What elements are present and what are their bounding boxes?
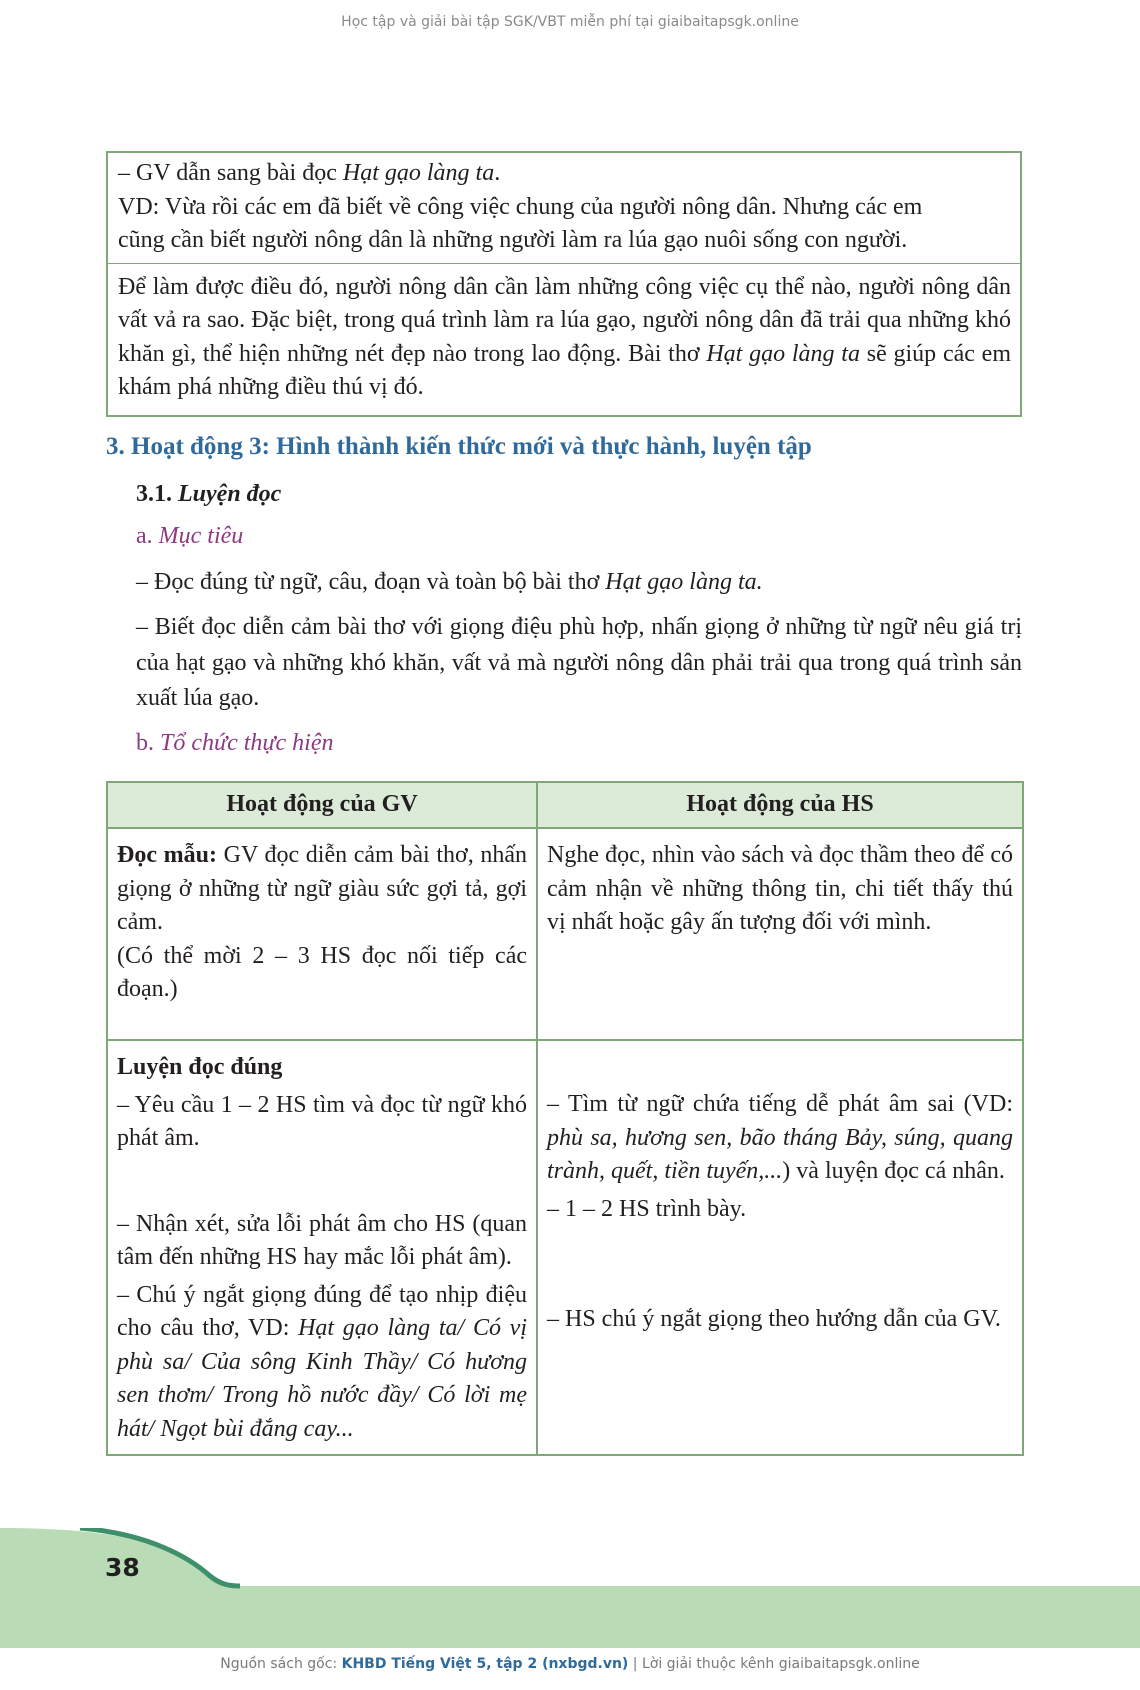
row-2-hs-item-1-words: phù sa, hương sen, bão tháng Bảy, súng, quang trành, quết, tiền tuyến,... xyxy=(547,1124,1013,1184)
subsection-title: Luyện đọc xyxy=(178,481,282,507)
intro-line-1-suffix: . xyxy=(494,160,501,186)
row-2-hs-item-2: – 1 – 2 HS trình bày. xyxy=(547,1195,747,1222)
footer-credit xyxy=(0,1656,1140,1672)
row-2-gv-item-1: – Yêu cầu 1 – 2 HS tìm và đọc từ ngữ khó phát âm. xyxy=(117,1091,527,1151)
page-number: 38 xyxy=(105,1553,140,1582)
intro-line-1-title: Hạt gạo làng ta xyxy=(342,160,495,186)
footer-source: KHBD Tiếng Việt 5, tập 2 (nxbgd.vn) xyxy=(341,1656,629,1672)
row-2-hs-item-1-prefix: – Tìm từ ngữ chứa tiếng dễ phát âm sai (VD: xyxy=(547,1091,1013,1117)
intro-part-2-suffix: sẽ giúp các em khám phá những điều thú vị đó. xyxy=(118,340,1011,400)
footer-suffix: | Lời giải thuộc kênh giaibaitapsgk.online xyxy=(628,1656,920,1672)
footer-band-shape xyxy=(0,1528,1140,1648)
row-2-gv-title: Luyện đọc đúng xyxy=(117,1054,283,1080)
column-header-gv: Hoạt động của GV xyxy=(107,782,537,828)
row-2-hs-cell xyxy=(537,1040,1023,1455)
column-header-hs: Hoạt động của HS xyxy=(537,782,1023,828)
row-2-hs-item-1 xyxy=(547,1088,1013,1189)
goal-item-1-prefix: – Đọc đúng từ ngữ, câu, đoạn và toàn bộ bài thơ xyxy=(136,569,606,595)
subsection-3-1-heading xyxy=(136,481,281,508)
intro-box-part-1 xyxy=(108,153,1020,263)
row-2-gv-cell xyxy=(107,1040,537,1455)
intro-part-2-title: Hạt gạo làng ta xyxy=(706,340,860,367)
row-1-gv-cell xyxy=(107,828,537,1040)
intro-box-part-2 xyxy=(108,263,1020,415)
goal-label xyxy=(136,523,243,550)
intro-line-3: cũng cần biết người nông dân là những người làm ra lúa gạo nuôi sống con người. xyxy=(118,227,908,253)
organization-label-text: Tổ chức thực hiện xyxy=(160,730,334,756)
row-2-gv-item-3-example: Hạt gạo làng ta/ Có vị phù sa/ Của sông Kinh Thầy/ Có hương sen thơm/ Trong hồ nước đầy/ Có lời mẹ hát/ Ngọt bùi đắng cay... xyxy=(117,1315,527,1442)
goal-label-text: Mục tiêu xyxy=(158,523,244,549)
goal-item-2: – Biết đọc diễn cảm bài thơ với giọng điệu phù hợp, nhấn giọng ở những từ ngữ nêu giá trị của hạt gạo và những khó khăn, vất vả mà người nông dân phải trải qua trong quá trình sản xuất lúa gạo. xyxy=(136,614,1022,711)
intro-line-2: VD: Vừa rồi các em đã biết về công việc chung của người nông dân. Nhưng các em xyxy=(118,193,923,220)
intro-box xyxy=(106,151,1022,417)
row-1-gv-text: GV đọc diễn cảm bài thơ, nhấn giọng ở những từ ngữ giàu sức gợi tả, gợi cảm. xyxy=(117,842,527,935)
subsection-number: 3.1. xyxy=(136,481,178,507)
row-1-hs-cell: Nghe đọc, nhìn vào sách và đọc thầm theo để có cảm nhận về những thông tin, chi tiết thấy thú vị nhất hoặc gây ấn tượng đối với mình. xyxy=(537,828,1023,1040)
organization-letter: b. xyxy=(136,730,160,756)
table-header-row xyxy=(107,782,1023,828)
table-row xyxy=(107,1040,1023,1455)
goal-letter: a. xyxy=(136,523,159,549)
row-2-hs-item-1-suffix: ) và luyện đọc cá nhân. xyxy=(782,1158,1005,1184)
goal-item-1 xyxy=(136,565,1022,601)
table-row xyxy=(107,828,1023,1040)
activity-table xyxy=(106,781,1024,1456)
footer-band xyxy=(0,1528,1140,1648)
row-2-gv-item-2: – Nhận xét, sửa lỗi phát âm cho HS (quan tâm đến những HS hay mắc lỗi phát âm). xyxy=(117,1210,527,1270)
footer-prefix: Nguồn sách gốc: xyxy=(220,1656,342,1672)
header-note: Học tập và giải bài tập SGK/VBT miễn phí tại giaibaitapsgk.online xyxy=(341,14,799,30)
intro-line-1 xyxy=(118,157,1011,191)
intro-line-1-prefix: – GV dẫn sang bài đọc xyxy=(118,160,343,186)
organization-label xyxy=(136,730,333,757)
row-2-gv-item-3-prefix: – Chú ý ngắt giọng đúng để tạo nhịp điệu cho câu thơ, VD: xyxy=(117,1281,527,1341)
section-3-heading: 3. Hoạt động 3: Hình thành kiến thức mới và thực hành, luyện tập xyxy=(106,433,812,460)
row-1-gv-bold: Đọc mẫu: xyxy=(117,842,217,868)
intro-part-2-text: Để làm được điều đó, người nông dân cần làm những công việc cụ thể nào, người nông dân vất vả ra sao. Đặc biệt, trong quá trình làm ra lúa gạo, người nông dân đã trải qua những khó khăn gì, thể hiện những nét đẹp nào trong lao động. Bài thơ xyxy=(118,273,1011,367)
row-1-gv-note: (Có thể mời 2 – 3 HS đọc nối tiếp các đoạn.) xyxy=(117,942,527,1002)
row-2-hs-item-3: – HS chú ý ngắt giọng theo hướng dẫn của GV. xyxy=(547,1305,1001,1332)
goal-item-1-title: Hạt gạo làng ta. xyxy=(605,569,763,595)
